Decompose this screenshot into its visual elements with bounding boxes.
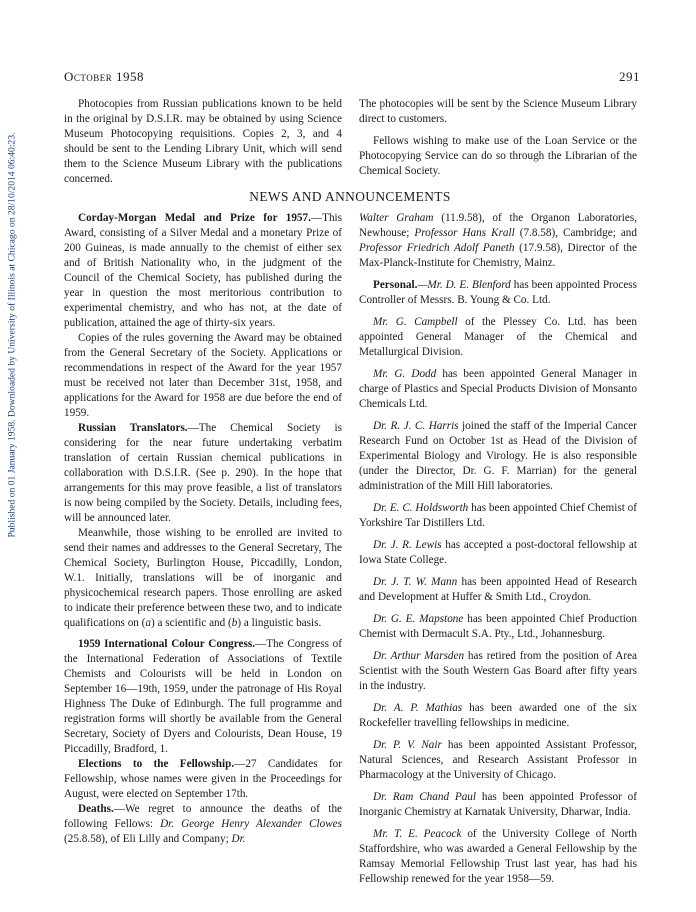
peacock-text: of the University College of North Staffordshire, who was awarded a General Fellowship by the Ramsay Memorial Fellowship Trust last year, has had his Fellowship renewed for the year 1958—59. — [359, 828, 638, 885]
personal-paragraph — [359, 278, 637, 308]
mapstone-paragraph — [359, 612, 637, 642]
blenford-name: —Mr. D. E. Blenford — [417, 279, 511, 291]
paul-text: has been appointed Professor of Inorganic Chemistry at Karnatak University, Dharwar, India. — [359, 791, 637, 818]
paul-name: Dr. Ram Chand Paul — [373, 791, 477, 803]
blenford-text: has been appointed Process Controller of Messrs. B. Young & Co. Ltd. — [359, 279, 638, 306]
running-head — [64, 69, 640, 85]
paneth-name: Professor Friedrich Adolf Paneth — [359, 242, 515, 254]
krall-text: (7.8.58), Cambridge; and — [514, 227, 637, 239]
mathias-name: Dr. A. P. Mathias — [373, 702, 463, 714]
top-left-column — [64, 97, 342, 187]
russian-translators-paragraph — [64, 421, 342, 526]
harris-text: joined the staff of the Imperial Cancer Research Fund on October 1st as Head of the Division of Experimental Biology and Virology. He is also responsible (under the Director, Dr. G. F. Marrian) for the general administration of the Mill Hill laboratories. — [359, 420, 638, 492]
campbell-text: of the Plessey Co. Ltd. has been appointed General Manager of the Chemical and Metallurgical Division. — [359, 316, 637, 358]
elections-title: Elections to the Fellowship. — [78, 758, 235, 770]
corday-morgan-paragraph — [64, 211, 342, 331]
holdsworth-paragraph — [359, 501, 637, 531]
colour-congress-text: —The Congress of the International Federation of Associations of Textile Chemists and Colourists will be held in London on September 16—19th, 1959, under the patronage of His Royal Highness The Duke of Edinburgh. The full programme and registration forms will shortly be available from the General Secretary, Society of Dyers and Colourists, Dean House, 19 Piccadilly, Bradford, 1. — [64, 638, 342, 755]
deaths-paragraph — [64, 802, 342, 847]
paneth-text: (17.9.58), Director of the Max-Planck-Institute for Chemistry, Mainz. — [359, 242, 637, 269]
meanwhile-text-a: Meanwhile, those wishing to be enrolled are invited to send their names and addresses to the General Secretary, The Chemical Society, Burlington House, Piccadilly, London, W.1. Initially, translations will be of inorganic and physicochemical research papers. Those enrolling are asked to indicate their preference between these two, and to indicate qualifications on ( — [64, 527, 342, 629]
russian-translators-text: —The Chemical Society is considering for the near future undertaking verbatim translation of certain Russian chemical publications in collaboration with D.S.I.R. (See p. 290). In the hope that arrangements for this may prove feasible, a list of translators is now being compiled by the Society. Details, including fees, will be announced later. — [64, 422, 342, 524]
meanwhile-option-a: a — [145, 617, 151, 629]
dodd-name: Mr. G. Dodd — [373, 368, 437, 380]
meanwhile-text-c: ) a linguistic basis. — [237, 617, 322, 629]
mann-text: has been appointed Head of Research and Development at Huffer & Smith Ltd., Croydon. — [359, 576, 637, 603]
harris-name: Dr. R. J. C. Harris — [373, 420, 459, 432]
mathias-paragraph — [359, 701, 637, 731]
peacock-name: Mr. T. E. Peacock — [373, 828, 462, 840]
personal-title: Personal. — [373, 279, 418, 291]
elections-text: —27 Candidates for Fellowship, whose names were given in the Proceedings for August, were elected on September 17th. — [64, 758, 342, 800]
photocopies-sent-paragraph: The photocopies will be sent by the Science Museum Library direct to customers. — [359, 98, 637, 125]
graham-text: (11.9.58), of the Organon Laboratories, Newhouse; — [359, 212, 638, 239]
corday-morgan-text: —This Award, consisting of a Silver Medal and a monetary Prize of 200 Guineas, is made annually to the chemist of either sex and of British Nationality who, in the judgment of the Council of the Chemical Society, has published during the year in question the most meritorious contribution to experimental chemistry, and who has not, at the date of publication, attained the age of thirty-six years. — [64, 212, 342, 329]
running-head-month: October 1958 — [64, 69, 144, 84]
campbell-name: Mr. G. Campbell — [373, 316, 458, 328]
dodd-text: has been appointed General Manager in charge of Plastics and Special Products Division of Monsanto Chemicals Ltd. — [359, 368, 638, 410]
news-left-column — [64, 211, 342, 847]
holdsworth-name: Dr. E. C. Holdsworth — [373, 502, 469, 514]
news-right-column — [359, 211, 637, 887]
nair-text: has been appointed Assistant Professor, Natural Sciences, and Research Assistant Professor in Pharmacology at the University of Chicago. — [359, 739, 637, 781]
download-watermark-text: Published on 01 January 1958. Downloaded by University of Illinois at Chicago on 28/10/2014 06:40:23. — [6, 132, 18, 538]
meanwhile-option-b: b — [231, 617, 238, 629]
harris-paragraph — [359, 419, 637, 494]
nair-paragraph — [359, 738, 637, 783]
colour-congress-title: 1959 International Colour Congress. — [78, 638, 256, 650]
elections-paragraph — [64, 757, 342, 802]
peacock-paragraph — [359, 827, 637, 887]
page-number: 291 — [619, 69, 640, 84]
marsden-text: has retired from the position of Area Scientist with the South Western Gas Board after fifty years in the industry. — [359, 650, 637, 692]
deaths-name-clowes: Dr. George Henry Alexander Clowes — [160, 818, 342, 830]
graham-name: Walter Graham — [359, 212, 434, 224]
top-right-column — [359, 97, 637, 179]
paul-paragraph — [359, 790, 637, 820]
marsden-paragraph — [359, 649, 637, 694]
deaths-text: —We regret to announce the deaths of the following Fellows: — [64, 803, 342, 830]
deaths-continued-paragraph — [359, 211, 637, 271]
mapstone-name: Dr. G. E. Mapstone — [373, 613, 464, 625]
colour-congress-paragraph — [64, 637, 342, 757]
photocopies-paragraph: Photocopies from Russian publications known to be held in the original by D.S.I.R. may be obtained by using Science Museum Photocopying requisitions. Copies 2, 3, and 4 should be sent to the Lending Library Unit, which will send them to the Science Museum Library with the publications concerned. — [64, 98, 342, 185]
mapstone-text: has been appointed Chief Production Chemist with Dermacult S.A. Pty., Ltd., Johannesburg. — [359, 613, 637, 640]
mann-paragraph — [359, 575, 637, 605]
holdsworth-text: has been appointed Chief Chemist of Yorkshire Tar Distillers Ltd. — [359, 502, 638, 529]
mathias-text: has been awarded one of the six Rockefeller travelling fellowships in medicine. — [359, 702, 637, 729]
lewis-paragraph — [359, 538, 637, 568]
loan-service-paragraph: Fellows wishing to make use of the Loan Service or the Photocopying Service can do so through the Librarian of the Chemical Society. — [359, 135, 637, 177]
deaths-tail: (25.8.58), of Eli Lilly and Company; — [64, 833, 232, 845]
deaths-title: Deaths. — [78, 803, 114, 815]
download-watermark — [2, 95, 22, 575]
corday-morgan-title: Corday-Morgan Medal and Prize for 1957. — [78, 212, 311, 224]
nair-name: Dr. P. V. Nair — [373, 739, 442, 751]
lewis-name: Dr. J. R. Lewis — [373, 539, 442, 551]
meanwhile-text-b: ) a scientific and ( — [151, 617, 232, 629]
meanwhile-paragraph — [64, 526, 342, 631]
krall-name: Professor Hans Krall — [414, 227, 515, 239]
section-heading: NEWS AND ANNOUNCEMENTS — [249, 189, 451, 204]
lewis-text: has accepted a post-doctoral fellowship at Iowa State College. — [359, 539, 637, 566]
mann-name: Dr. J. T. W. Mann — [373, 576, 458, 588]
deaths-dr: Dr. — [231, 833, 246, 845]
copies-rules-paragraph: Copies of the rules governing the Award may be obtained from the General Secretary of the Society. Applications or recommendations in respect of the Award for the year 1957 must be received not later than December 31st, 1958, and applications for the Award for 1958 are due before the end of 1959. — [64, 332, 342, 419]
russian-translators-title: Russian Translators. — [78, 422, 188, 434]
marsden-name: Dr. Arthur Marsden — [373, 650, 465, 662]
dodd-paragraph — [359, 367, 637, 412]
campbell-paragraph — [359, 315, 637, 360]
